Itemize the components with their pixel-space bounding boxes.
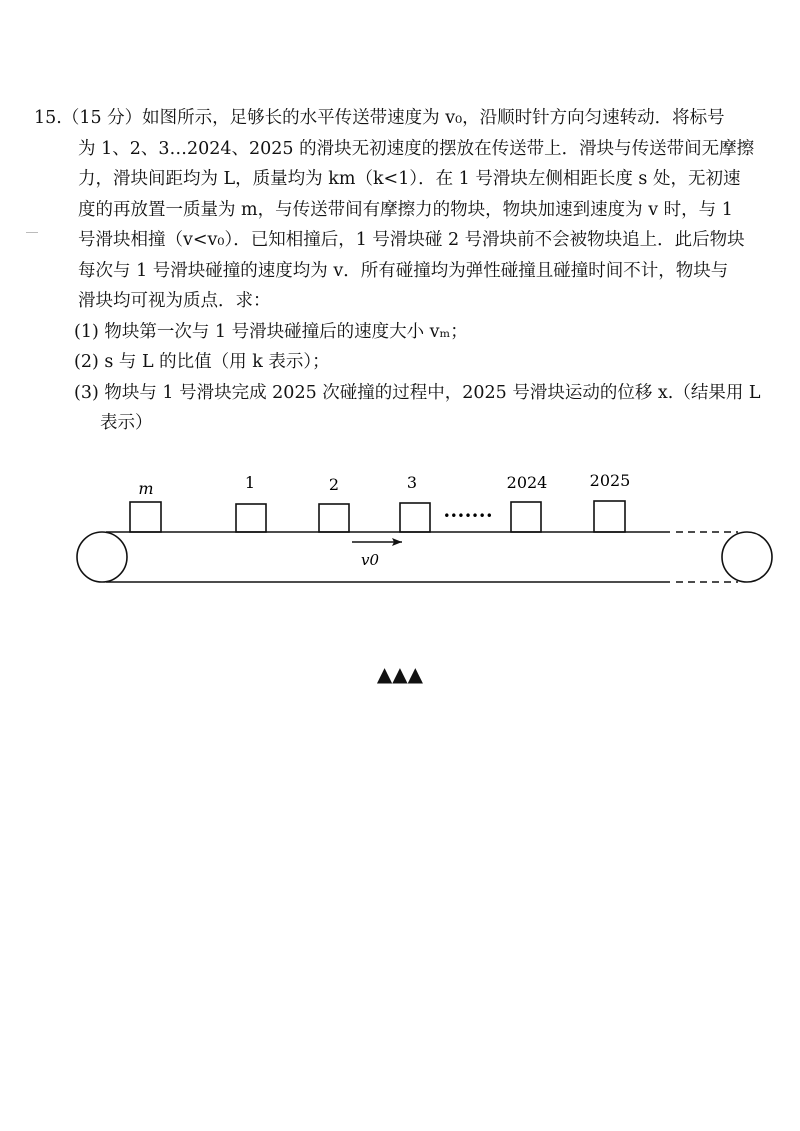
block-3 (400, 503, 430, 532)
conveyor-belt-diagram (70, 462, 780, 592)
label-2: 2 (328, 475, 340, 494)
block-1 (236, 504, 266, 532)
stem-line-5: 号滑块相撞（v<v₀）．已知相撞后，1 号滑块碰 2 号滑块前不会被物块追上．此后物块 (78, 230, 745, 250)
ellipsis-dots: ••••••• (443, 509, 493, 523)
block-2025 (594, 501, 625, 532)
stem-line-6: 每次与 1 号滑块碰撞的速度均为 v．所有碰撞均为弹性碰撞且碰撞时间不计，物块与 (78, 260, 729, 281)
left-pulley (77, 532, 127, 582)
stem-line-2: 为 1、2、3…2024、2025 的滑块无初速度的摆放在传送带上．滑块与传送带间无摩擦 (78, 138, 755, 159)
end-mark: ▲▲▲ (376, 662, 424, 686)
right-pulley (722, 532, 772, 582)
question-3-continuation: 表示） (100, 413, 153, 433)
label-2024: 2024 (506, 473, 548, 492)
stem-line-4: 度的再放置一质量为 m，与传送带间有摩擦力的物块，物块加速到速度为 v 时，与 1 (78, 199, 733, 220)
block-2024 (511, 502, 541, 532)
stem-line-1: 15.（15 分）如图所示，足够长的水平传送带速度为 v₀，沿顺时针方向匀速转动．将标号 (34, 108, 725, 128)
label-1: 1 (244, 473, 256, 492)
label-3: 3 (406, 473, 418, 492)
stem-line-7: 滑块均可视为质点．求： (78, 291, 271, 311)
question-3: (3) 物块与 1 号滑块完成 2025 次碰撞的过程中，2025 号滑块运动的位移 x.（结果用 L (74, 382, 761, 403)
block-m (130, 502, 161, 532)
stem-line-3: 力，滑块间距均为 L，质量均为 km（k<1）．在 1 号滑块左侧相距长度 s 处，无初速 (78, 169, 741, 189)
label-2025: 2025 (589, 471, 631, 490)
block-2 (319, 504, 349, 532)
label-m: m (138, 479, 154, 498)
question-2: (2) s 与 L 的比值（用 k 表示）； (74, 352, 330, 372)
velocity-label: v0 (360, 551, 380, 569)
problem-15 (34, 103, 774, 439)
conveyor-belt-figure (70, 462, 780, 592)
question-1: (1) 物块第一次与 1 号滑块碰撞后的速度大小 vₘ； (74, 321, 468, 342)
